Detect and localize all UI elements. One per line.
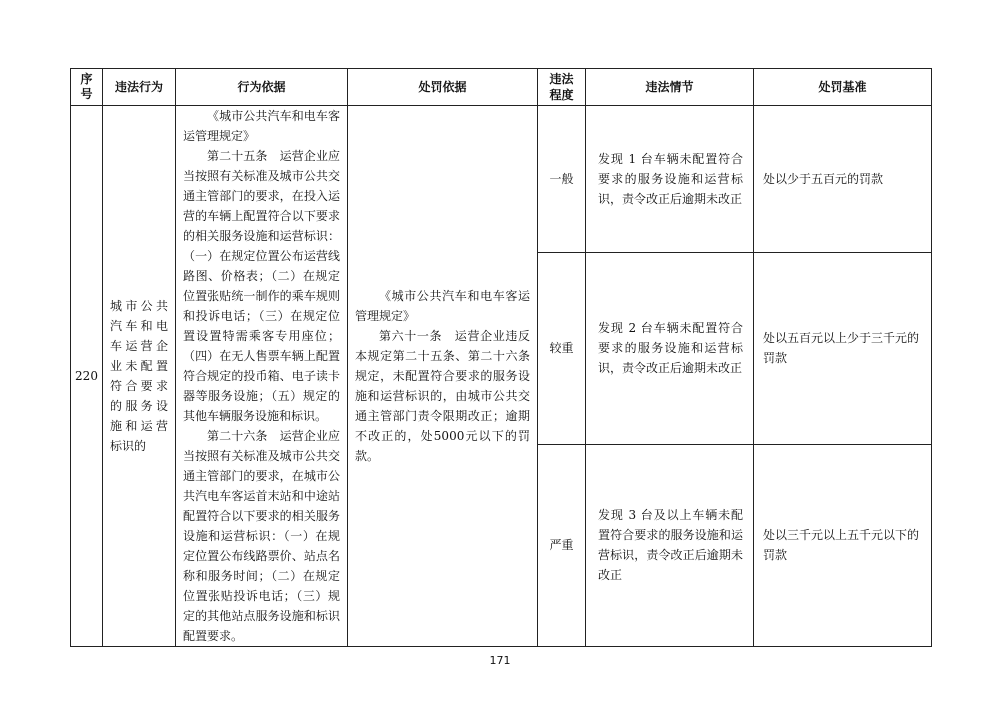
basis-article-26: 第二十六条 运营企业应当按照有关标准及城市公共交通主管部门的要求，在城市公共汽电车客运首末站和中途站配置符合以下要求的相关服务设施和运营标识：（一）在规定位置公布线路票价、站点名称和服务时间；（二）在规定位置张贴投诉电话；（三）规定的其他站点服务设施和标识配置要求。 <box>183 429 340 643</box>
standard-serious: 处以五百元以上少于三千元的罚款 <box>754 253 932 444</box>
header-violation-plot: 违法情节 <box>586 69 754 106</box>
penalty-title: 《城市公共汽车和电车客运管理规定》 <box>355 289 530 323</box>
table-header-row <box>71 69 932 106</box>
header-violation-level: 违法程度 <box>538 69 586 106</box>
plot-severe: 发现 3 台及以上车辆未配置符合要求的服务设施和运营标识，责令改正后逾期未改正 <box>586 444 754 647</box>
plot-general: 发现 1 台车辆未配置符合要求的服务设施和运营标识，责令改正后逾期未改正 <box>586 106 754 253</box>
header-act-basis: 行为依据 <box>176 69 348 106</box>
row-penalty-basis <box>348 106 538 647</box>
page-number: 171 <box>489 654 511 667</box>
row-act-basis <box>176 106 348 647</box>
header-penalty-standard: 处罚基准 <box>754 69 932 106</box>
basis-article-25: 第二十五条 运营企业应当按照有关标准及城市公共交通主管部门的要求，在投入运营的车辆上配置符合以下要求的相关服务设施和运营标识：（一）在规定位置公布运营线路图、价格表；（二）在规定位置张贴统一制作的乘车规则和投诉电话；（三）在规定位置设置特需乘客专用座位；（四）在无人售票车辆上配置符合规定的投币箱、电子读卡器等服务设施；（五）规定的其他车辆服务设施和标识。 <box>183 149 340 423</box>
level-serious: 较重 <box>538 253 586 444</box>
header-penalty-basis: 处罚依据 <box>348 69 538 106</box>
level-severe: 严重 <box>538 444 586 647</box>
level-general: 一般 <box>538 106 586 253</box>
standard-severe: 处以三千元以上五千元以下的罚款 <box>754 444 932 647</box>
row-seq: 220 <box>71 106 103 647</box>
row-violation-act: 城市公共汽车和电车运营企业未配置符合要求的服务设施和运营标识的 <box>103 106 176 647</box>
standard-general: 处以少于五百元的罚款 <box>754 106 932 253</box>
basis-title: 《城市公共汽车和电车客运管理规定》 <box>183 109 340 143</box>
plot-serious: 发现 2 台车辆未配置符合要求的服务设施和运营标识，责令改正后逾期未改正 <box>586 253 754 444</box>
header-seq: 序号 <box>71 69 103 106</box>
penalty-standard-table <box>70 68 932 647</box>
header-violation-act: 违法行为 <box>103 69 176 106</box>
penalty-article-61: 第六十一条 运营企业违反本规定第二十五条、第二十六条规定，未配置符合要求的服务设施和运营标识的，由城市公共交通主管部门责令限期改正；逾期不改正的，处5000元以下的罚款。 <box>355 329 530 463</box>
table-row <box>71 106 932 253</box>
